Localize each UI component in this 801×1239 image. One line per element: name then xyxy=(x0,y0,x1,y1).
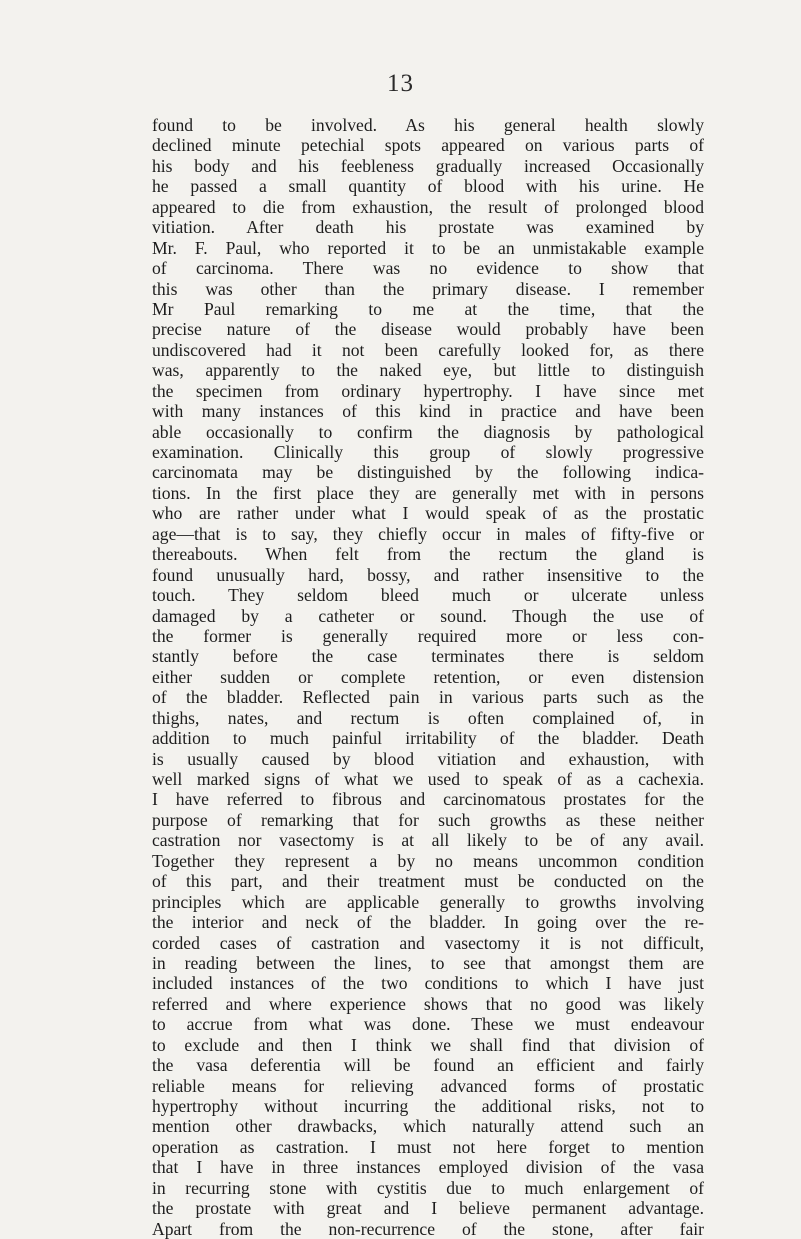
text-line: in recurring stone with cystitis due to much enlargement of xyxy=(152,1177,704,1198)
text-line: carcinomata may be distinguished by the following indica- xyxy=(152,462,704,483)
text-line: purpose of remarking that for such growths as these neither xyxy=(152,809,704,830)
text-line: found to be involved. As his general health slowly xyxy=(152,115,704,135)
text-line: vitiation. After death his prostate was examined by xyxy=(152,217,704,238)
text-line: reliable means for relieving advanced forms of prostatic xyxy=(152,1075,704,1096)
text-line: Apart from the non-recurrence of the stone, after fair xyxy=(152,1218,704,1239)
text-line: referred and where experience shows that no good was likely xyxy=(152,993,704,1014)
text-line: Mr Paul remarking to me at the time, that the xyxy=(152,298,704,319)
text-line: included instances of the two conditions to which I have just xyxy=(152,973,704,994)
text-line: in reading between the lines, to see that amongst them are xyxy=(152,952,704,973)
text-line: appeared to die from exhaustion, the result of prolonged blood xyxy=(152,196,704,217)
text-line: hypertrophy without incurring the additional risks, not to xyxy=(152,1096,704,1116)
text-line: the prostate with great and I believe permanent advantage. xyxy=(152,1198,704,1219)
text-line: tions. In the first place they are generally met with in persons xyxy=(152,482,704,503)
text-line: was, apparently to the naked eye, but little to distinguish xyxy=(152,360,704,381)
text-line: well marked signs of what we used to speak of as a cachexia. xyxy=(152,769,704,789)
text-line: Together they represent a by no means uncommon condition xyxy=(152,850,704,871)
text-line: addition to much painful irritability of the bladder. Death xyxy=(152,728,704,749)
page-number: 13 xyxy=(387,70,414,97)
text-line: mention other drawbacks, which naturally attend such an xyxy=(152,1116,704,1137)
text-line: principles which are applicable generally to growths involving xyxy=(152,891,704,912)
text-line: the interior and neck of the bladder. In going over the re- xyxy=(152,912,704,933)
text-line: either sudden or complete retention, or even distension xyxy=(152,666,704,687)
text-line: with many instances of this kind in practice and have been xyxy=(152,401,704,422)
text-line: castration nor vasectomy is at all likely to be of any avail. xyxy=(152,830,704,851)
text-line: who are rather under what I would speak of as the prostatic xyxy=(152,503,704,524)
text-line: thereabouts. When felt from the rectum the gland is xyxy=(152,544,704,565)
text-line: of this part, and their treatment must be conducted on the xyxy=(152,871,704,892)
text-line: touch. They seldom bleed much or ulcerate unless xyxy=(152,585,704,606)
text-line: thighs, nates, and rectum is often complained of, in xyxy=(152,707,704,728)
text-line: he passed a small quantity of blood with his urine. He xyxy=(152,176,704,197)
text-line: able occasionally to confirm the diagnosis by pathological xyxy=(152,421,704,442)
text-line: examination. Clinically this group of slowly progressive xyxy=(152,442,704,462)
text-line: to accrue from what was done. These we must endeavour xyxy=(152,1014,704,1035)
text-line: operation as castration. I must not here forget to mention xyxy=(152,1136,704,1157)
text-line: this was other than the primary disease. I remember xyxy=(152,278,704,299)
text-line: undiscovered had it not been carefully looked for, as there xyxy=(152,339,704,360)
text-line: of the bladder. Reflected pain in various parts such as the xyxy=(152,687,704,708)
text-line: the vasa deferentia will be found an efficient and fairly xyxy=(152,1055,704,1076)
text-line: I have referred to fibrous and carcinomatous prostates for the xyxy=(152,789,704,810)
text-line: age—that is to say, they chiefly occur in males of fifty-five or xyxy=(152,523,704,544)
text-line: to exclude and then I think we shall find that division of xyxy=(152,1034,704,1055)
text-line: the former is generally required more or less con- xyxy=(152,625,704,646)
text-line: is usually caused by blood vitiation and exhaustion, with xyxy=(152,748,704,769)
text-line: the specimen from ordinary hypertrophy. I have since met xyxy=(152,380,704,401)
text-line: that I have in three instances employed division of the vasa xyxy=(152,1157,704,1178)
text-line: found unusually hard, bossy, and rather insensitive to the xyxy=(152,564,704,585)
text-line: stantly before the case terminates there is seldom xyxy=(152,646,704,667)
text-line: precise nature of the disease would probably have been xyxy=(152,319,704,340)
text-line: Mr. F. Paul, who reported it to be an unmistakable example xyxy=(152,237,704,258)
text-line: corded cases of castration and vasectomy it is not difficult, xyxy=(152,932,704,953)
text-line: of carcinoma. There was no evidence to show that xyxy=(152,258,704,279)
text-line: his body and his feebleness gradually increased Occasionally xyxy=(152,155,704,176)
body-text xyxy=(152,115,704,1239)
text-line: damaged by a catheter or sound. Though the use of xyxy=(152,605,704,626)
text-line: declined minute petechial spots appeared on various parts of xyxy=(152,135,704,156)
